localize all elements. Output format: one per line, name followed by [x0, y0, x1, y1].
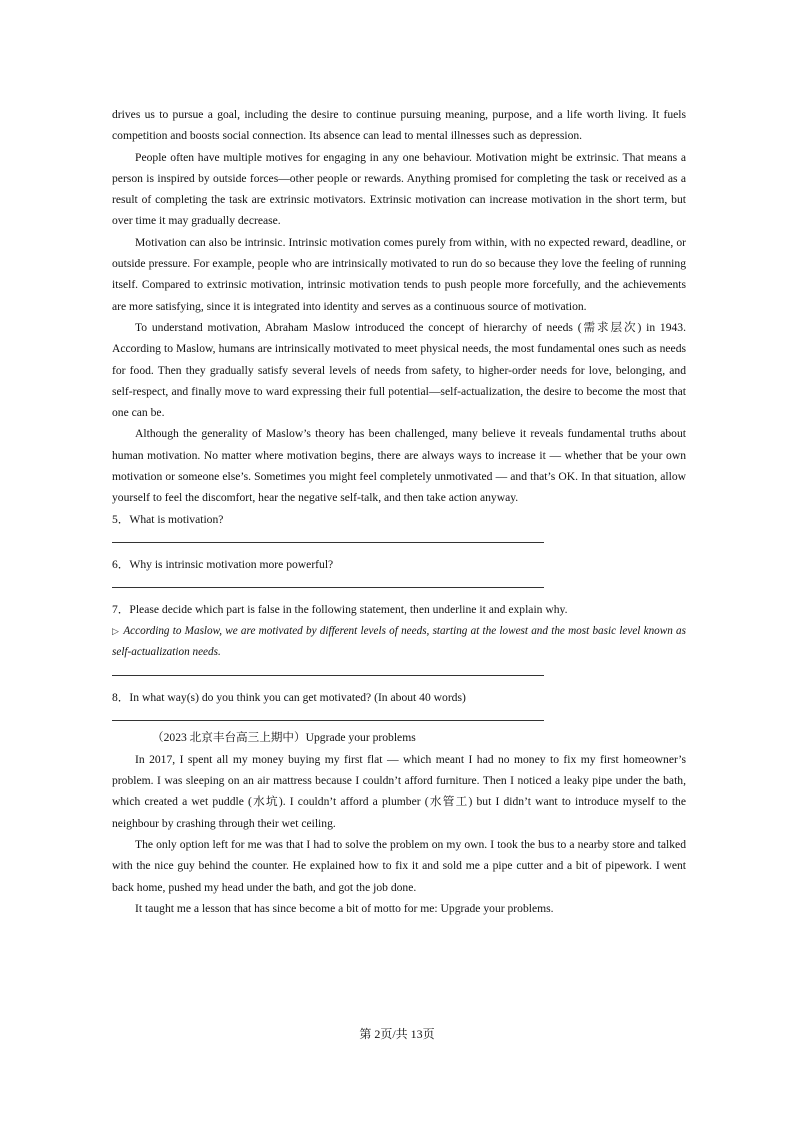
- page-content: [112, 104, 686, 919]
- passage2-paragraph-3: It taught me a lesson that has since become a bit of motto for me: Upgrade your problems.: [135, 901, 554, 915]
- passage1-paragraph-3: Motivation can also be intrinsic. Intrinsic motivation comes purely from within, with no expected reward, deadline, or outside pressure. For example, people who are intrinsically motivated to run do so because they love the feeling of running itself. Compared to extrinsic motivation, intrinsic motivation tends to push people more forcefully, and the achievements are more satisfying, since it is integrated into identity and serves as a continuous source of motivation.: [112, 235, 686, 313]
- question-5: 5．What is motivation?: [112, 512, 224, 526]
- question-8: 8．In what way(s) do you think you can get motivated? (In about 40 words): [112, 691, 466, 705]
- answer-line-q6[interactable]: [112, 587, 544, 588]
- passage2-title: （2023 北京丰台高三上期中）Upgrade your problems: [152, 731, 416, 745]
- passage1-paragraph-5: Although the generality of Maslow’s theory has been challenged, many believe it reveals fundamental truths about human motivation. No matter where motivation begins, there are always ways to increase it — whether that be your own motivation or someone else’s. Sometimes you might feel completely unmotivated — and that’s OK. In that situation, allow yourself to feel the discomfort, hear the negative self-talk, and then take action anyway.: [112, 427, 686, 505]
- passage1-paragraph-1-continued: drives us to pursue a goal, including the desire to continue pursuing meaning, purpose, and a life worth living. It fuels competition and boosts social connection. Its absence can lead to mental illnesses such as depression.: [112, 108, 686, 143]
- answer-line-q7[interactable]: [112, 675, 544, 676]
- passage2-paragraph-2: The only option left for me was that I had to solve the problem on my own. I took the bus to a nearby store and talked with the nice guy behind the counter. He explained how to fix it and sold me a pipe cutter and a bit of pipework. I went back home, pushed my head under the bath, and got the job done.: [112, 837, 686, 894]
- question-7-statement: [112, 621, 686, 664]
- answer-line-q8[interactable]: [112, 720, 544, 721]
- page-footer: 第 2页/共 13页: [359, 1027, 435, 1041]
- question-7-statement-text[interactable]: According to Maslow, we are motivated by different levels of needs, starting at the lowest and the most basic level known as self-actualization needs.: [112, 624, 686, 658]
- question-6: 6．Why is intrinsic motivation more powerful?: [112, 557, 334, 571]
- question-7: 7．Please decide which part is false in the following statement, then underline it and explain why.: [112, 603, 568, 617]
- triangle-marker-icon: ▷: [112, 625, 120, 636]
- answer-line-q5[interactable]: [112, 542, 544, 543]
- passage1-paragraph-2: People often have multiple motives for engaging in any one behaviour. Motivation might be extrinsic. That means a person is inspired by outside forces—other people or rewards. Anything promised for completing the task or received as a result of completing the task are extrinsic motivators. Extrinsic motivation can increase motivation in the short term, but over time it may gradually decrease.: [112, 150, 686, 228]
- passage2-paragraph-1: In 2017, I spent all my money buying my first flat — which meant I had no money to fix my first homeowner’s problem. I was sleeping on an air mattress because I couldn’t afford furniture. Then I noticed a leaky pipe under the bath, which created a wet puddle (水坑). I couldn’t afford a plumber (水管工) but I didn’t want to introduce myself to the neighbour by crashing through their wet ceiling.: [112, 752, 686, 830]
- passage1-paragraph-4: To understand motivation, Abraham Maslow introduced the concept of hierarchy of needs (需求层次) in 1943. According to Maslow, humans are intrinsically motivated to meet physical needs, the most fundamental ones such as needs for food. Then they gradually satisfy several levels of needs from safety, to higher-order needs for love, belonging, and self-respect, and finally move to ward expressing their full potential—self-actualization, the desire to become the most that one can be.: [112, 320, 686, 420]
